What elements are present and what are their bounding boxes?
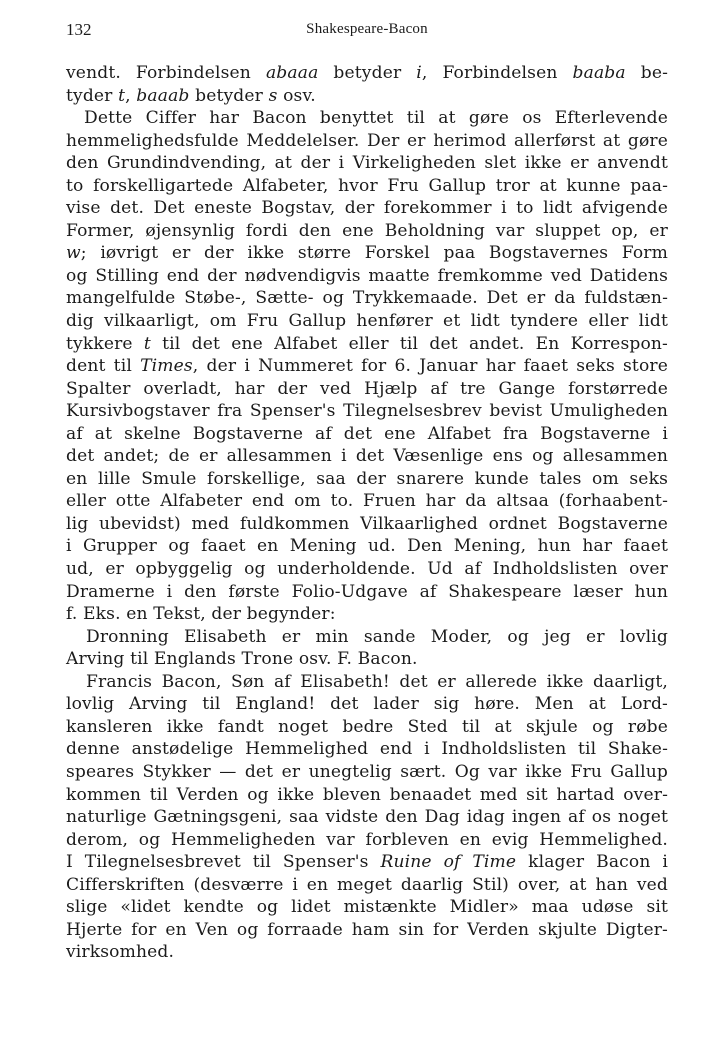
text-line: mangelfulde Støbe-, Sætte- og Trykkemaade. Det er da fuldstæn- [66, 288, 668, 309]
text-line: det andet; de er allesammen i det Væsenlige ens og allesammen [66, 446, 668, 467]
text-line: eller otte Alfabeter end om to. Fruen har da altsaa (forhaabent- [66, 491, 668, 512]
text-line: w; iøvrigt er der ikke større Forskel paa Bogstavernes Form [66, 243, 668, 264]
text-line: i Grupper og faaet en Mening ud. Den Mening, hun har faaet [66, 536, 668, 557]
text-line: af at skelne Bogstaverne af det ene Alfabet fra Bogstaverne i [66, 423, 668, 444]
text-line: Spalter overladt, har der ved Hjælp af tre Gange forstørrede [66, 378, 668, 399]
text-line: denne anstødelige Hemmelighed end i Indholdslisten til Shake- [66, 739, 668, 760]
running-title: Shakespeare-Bacon [306, 21, 428, 37]
text-line: Francis Bacon, Søn af Elisabeth! det er allerede ikke daarligt, [86, 671, 668, 692]
text-line: en lille Smule forskellige, saa der snarere kunde tales om seks [66, 468, 668, 489]
text-line: speares Stykker — det er unegtelig sært. Og var ikke Fru Gallup [66, 761, 668, 782]
text-line: Dramerne i den første Folio-Udgave af Shakespeare læser hun [66, 581, 668, 602]
text-line: slige «lidet kendte og lidet mistænkte Midler» maa udøse sit [66, 897, 668, 918]
text-line: Former, øjensynlig fordi den ene Beholdning var sluppet op, er [66, 220, 668, 241]
text-line: virksomhed. [66, 942, 175, 963]
text-line: Dette Ciffer har Bacon benyttet til at gøre os Efterlevende [84, 108, 668, 129]
text-line: vise det. Det eneste Bogstav, der forekommer i to lidt afvigende [66, 198, 668, 219]
text-line: ud, er opbyggelig og underholdende. Ud af Indholdslisten over [66, 559, 668, 580]
text-line: hemmelighedsfulde Meddelelser. Der er herimod allerførst at gøre [66, 130, 668, 151]
text-line: og Stilling end der nødvendigvis maatte fremkomme ved Datidens [66, 265, 668, 286]
text-line: to forskelligartede Alfabeter, hvor Fru Gallup tror at kunne paa- [66, 175, 668, 196]
body-text [66, 62, 668, 964]
text-line: dig vilkaarligt, om Fru Gallup henfører et lidt tyndere eller lidt [66, 311, 668, 332]
text-line: Kursivbogstaver fra Spenser's Tilegnelsesbrev bevist Umuligheden [66, 401, 668, 422]
text-line: Arving til Englands Trone osv. F. Bacon. [66, 649, 418, 670]
text-line: naturlige Gætningsgeni, saa vidste den Dag idag ingen af os noget [66, 807, 668, 828]
text-line: I Tilegnelsesbrevet til Spenser's Ruine of Time klager Bacon i [66, 852, 668, 873]
text-line: kommen til Verden og ikke bleven benaadet med sit hartad over- [66, 784, 668, 805]
text-line: Dronning Elisabeth er min sande Moder, og jeg er lovlig [86, 626, 668, 647]
page-number: 132 [66, 20, 92, 39]
text-line: f. Eks. en Tekst, der begynder: [66, 604, 336, 625]
text-line: derom, og Hemmeligheden var forbleven en evig Hemmelighed. [66, 829, 668, 850]
text-line: kansleren ikke fandt noget bedre Sted til at skjule og røbe [66, 716, 668, 737]
text-line: lovlig Arving til England! det lader sig høre. Men at Lord- [66, 694, 668, 715]
text-line: tyder t, baaab betyder s osv. [66, 85, 316, 106]
text-line: den Grundindvending, at der i Virkeligheden slet ikke er anvendt [66, 153, 668, 174]
text-line: tykkere t til det ene Alfabet eller til det andet. En Korrespon- [66, 333, 668, 354]
text-line: vendt. Forbindelsen abaaa betyder i, Forbindelsen baaba be- [66, 63, 669, 83]
text-line: Hjerte for en Ven og forraade ham sin for Verden skjulte Digter- [66, 919, 668, 940]
text-line: lig ubevidst) med fuldkommen Vilkaarlighed ordnet Bogstaverne [66, 513, 668, 534]
text-line: dent til Times, der i Nummeret for 6. Januar har faaet seks store [66, 356, 668, 377]
running-head [66, 20, 668, 44]
text-line: Cifferskriften (desværre i en meget daarlig Stil) over, at han ved [66, 874, 668, 895]
